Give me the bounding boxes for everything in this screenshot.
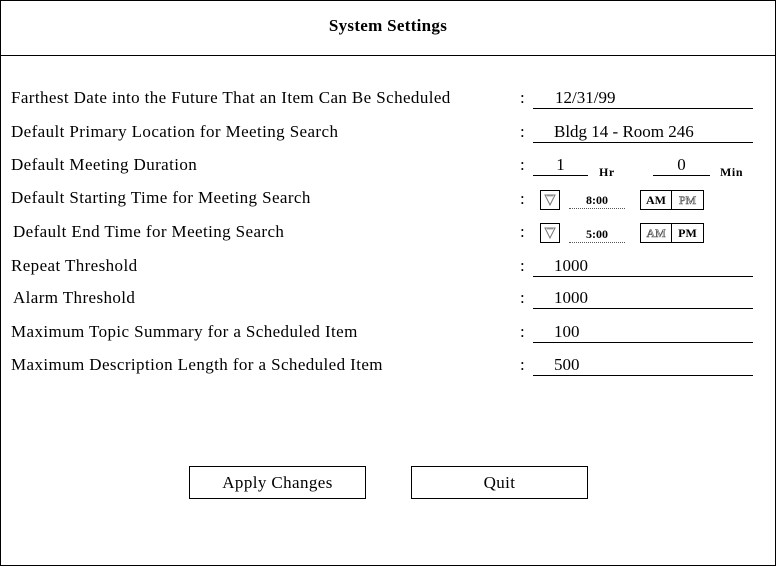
primary-location-label: Default Primary Location for Meeting Search: [11, 122, 339, 141]
apply-changes-button[interactable]: Apply Changes: [189, 466, 366, 499]
start-ampm-toggle: [640, 190, 704, 210]
start-time-input[interactable]: 8:00: [569, 191, 625, 209]
end-time-dropdown-button[interactable]: [540, 223, 560, 243]
max-topic-summary-value: 100: [554, 322, 580, 341]
hours-unit-label: Hr: [599, 165, 615, 179]
duration-hours-input[interactable]: [533, 154, 588, 176]
window-title: System Settings: [328, 16, 448, 35]
farthest-date-field[interactable]: [533, 87, 753, 109]
start-am-option[interactable]: AM: [641, 191, 672, 209]
repeat-threshold-field[interactable]: [533, 255, 753, 277]
separator: :: [520, 189, 525, 208]
max-topic-summary-field[interactable]: [533, 321, 753, 343]
separator: :: [520, 256, 525, 275]
alarm-threshold-label: Alarm Threshold: [13, 288, 136, 307]
primary-location-field[interactable]: [533, 121, 753, 143]
end-pm-option[interactable]: PM: [678, 226, 697, 240]
start-pm-option[interactable]: PM: [678, 193, 697, 207]
separator: :: [520, 88, 525, 107]
max-description-length-field[interactable]: [533, 354, 753, 376]
chevron-down-icon: [543, 193, 557, 207]
separator: :: [520, 355, 525, 374]
duration-hours-value: 1: [556, 155, 565, 174]
separator: :: [520, 322, 525, 341]
end-time-label: Default End Time for Meeting Search: [13, 222, 285, 241]
meeting-duration-label: Default Meeting Duration: [11, 155, 198, 174]
minutes-unit-label: Min: [720, 165, 744, 179]
primary-location-value: Bldg 14 - Room 246: [554, 122, 694, 141]
quit-button[interactable]: Quit: [411, 466, 588, 499]
end-ampm-toggle: [640, 223, 704, 243]
farthest-date-value: 12/31/99: [555, 88, 616, 107]
separator: :: [520, 122, 525, 141]
max-description-length-value: 500: [554, 355, 580, 374]
repeat-threshold-label: Repeat Threshold: [11, 256, 138, 275]
separator: :: [520, 288, 525, 307]
duration-minutes-input[interactable]: [653, 154, 710, 176]
start-time-dropdown-button[interactable]: [540, 190, 560, 210]
chevron-down-icon: [543, 226, 557, 240]
end-time-input[interactable]: 5:00: [569, 225, 625, 243]
duration-minutes-value: 0: [677, 155, 686, 174]
repeat-threshold-value: 1000: [554, 256, 588, 275]
title-bar: [1, 1, 775, 56]
start-time-label: Default Starting Time for Meeting Search: [11, 188, 311, 207]
alarm-threshold-field[interactable]: [533, 287, 753, 309]
max-topic-summary-label: Maximum Topic Summary for a Scheduled Item: [11, 322, 358, 341]
farthest-date-label: Farthest Date into the Future That an Item Can Be Scheduled: [11, 88, 451, 107]
alarm-threshold-value: 1000: [554, 288, 588, 307]
end-am-option[interactable]: AM: [641, 224, 672, 242]
max-description-length-label: Maximum Description Length for a Scheduled Item: [11, 355, 383, 374]
separator: :: [520, 222, 525, 241]
separator: :: [520, 155, 525, 174]
